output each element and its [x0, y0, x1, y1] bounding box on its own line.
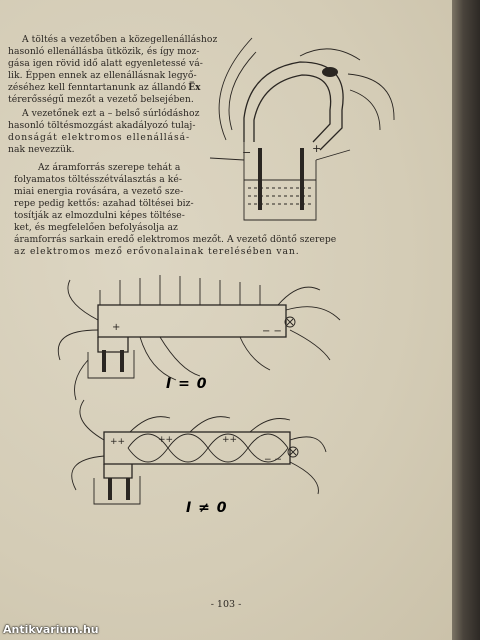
para3-line-6: ket, és megfelelően befolyásolja az — [14, 222, 178, 233]
field-formula: E̅x — [188, 83, 201, 93]
watermark: Antikvarium.hu — [3, 623, 99, 636]
svg-text:−: − — [242, 146, 252, 159]
text-line-4: lik. Éppen ennek az ellenállásnak legyő- — [8, 70, 197, 81]
para2-line-4: nak nevezzük. — [8, 144, 75, 155]
svg-text:++: ++ — [158, 435, 174, 445]
full-line-2: az elektromos mező erővonalainak terelésében van. — [14, 246, 300, 257]
svg-text:+: + — [312, 142, 322, 155]
para3-line-2: folyamatos töltésszétválasztás a ké- — [14, 174, 183, 185]
page-number: - 103 - — [210, 599, 242, 610]
svg-text:− −: − − — [262, 326, 282, 337]
svg-text:++: ++ — [110, 437, 126, 447]
text-line-2: hasonló ellenállásba ütközik, és így moz- — [8, 46, 200, 57]
figure-current-nonzero — [72, 400, 326, 504]
para3-line-3: miai energia rovására, a vezető sze- — [14, 186, 184, 197]
svg-text:+: + — [112, 322, 121, 333]
para2-line-2: hasonló töltésmozgást akadályozó tulaj- — [8, 120, 196, 131]
text-line-1: A töltés a vezetőben a közegellenálláshoz — [22, 34, 218, 45]
para2-line-1: A vezetőnek ezt a – belső súrlódáshoz — [22, 108, 200, 119]
text-line-6: térerősségű mezőt a vezető belsejében. — [8, 94, 194, 105]
para2-line-3: donságát elektromos ellenállásá- — [8, 132, 190, 143]
figure-top-right — [210, 38, 394, 220]
para3-line-5: tosítják az elmozdulni képes töltése- — [14, 210, 185, 221]
full-line-1: áramforrás sarkain eredő elektromos mezőt. A vezető döntő szerepe — [14, 234, 337, 245]
figure1-label: I = 0 — [166, 376, 208, 392]
svg-text:++: ++ — [222, 435, 238, 445]
figure2-label: I ≠ 0 — [186, 500, 228, 516]
svg-text:− −: − − — [264, 455, 282, 465]
para3-line-4: repe pedig kettős: azahad töltései biz- — [14, 198, 194, 209]
para3-line-1: Az áramforrás szerepe tehát a — [38, 162, 181, 173]
text-line-3: gása igen rövid idő alatt egyenletessé vá- — [8, 58, 203, 69]
text-line-5-main: zéséhez kell fenntartanunk az állandó — [8, 82, 187, 93]
book-spine — [452, 0, 480, 640]
